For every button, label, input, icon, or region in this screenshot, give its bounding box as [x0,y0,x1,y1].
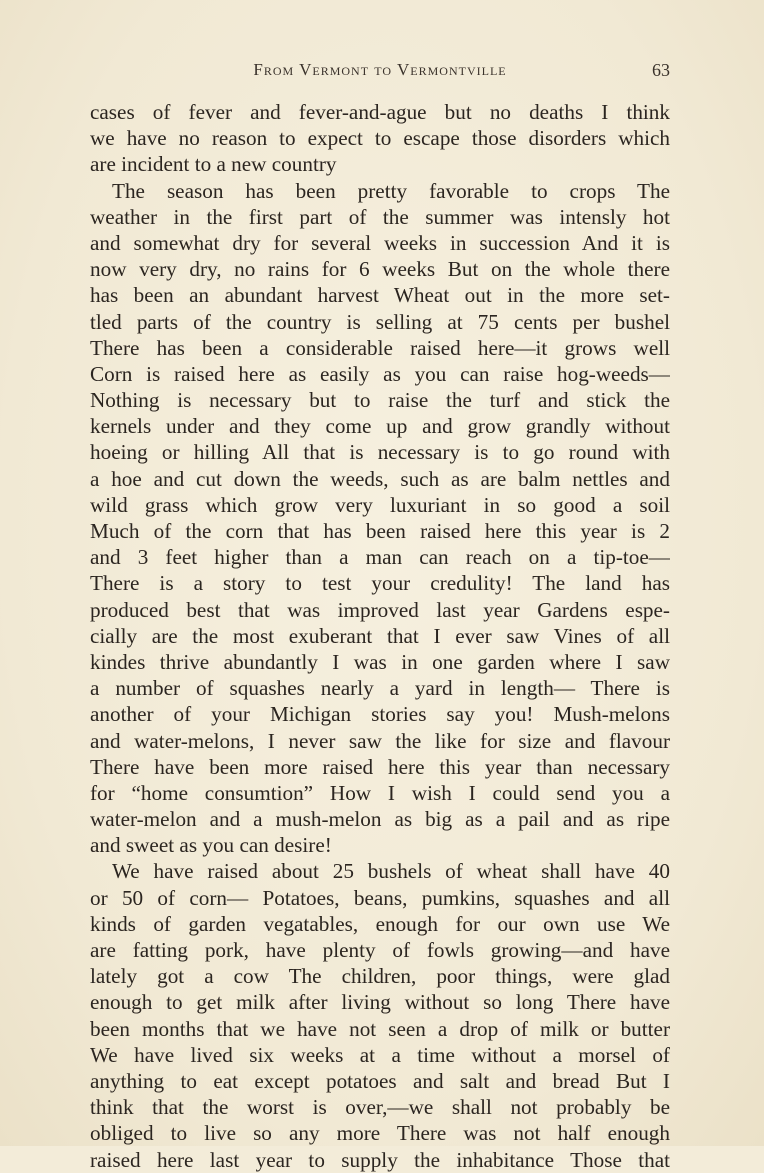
text-line: kernels under and they come up and grow grandly without [90,414,670,439]
text-line: and sweet as you can desire! [90,833,332,858]
text-line: anything to eat except potatoes and salt and bread But I [90,1068,670,1093]
text-line: cially are the most exuberant that I ever saw Vines of all [90,623,670,648]
text-line: Much of the corn that has been raised here this year is 2 [90,519,670,543]
text-line: are incident to a new country [90,152,337,177]
text-line: raised here last year to supply the inhabitance Those that [90,1147,670,1172]
text-line: are fatting pork, have plenty of fowls growing—and have [90,938,670,962]
text-line: or 50 of corn— Potatoes, beans, pumkins, squashes and all [90,885,670,910]
text-line: now very dry, no rains for 6 weeks But on the whole there [90,257,670,282]
text-line: produced best that was improved last year Gardens espe- [90,597,670,622]
text-line: water-melon and a mush-melon as big as a pail and as ripe [90,807,670,832]
text-line: hoeing or hilling All that is necessary is to go round with [90,440,670,465]
page-number: 63 [652,60,670,80]
text-line: tled parts of the country is selling at 75 cents per bushel [90,309,670,334]
page-header [90,60,670,84]
text-line: for “home consumtion” How I wish I could send you a [90,780,670,805]
paragraph [90,178,670,859]
text-line: we have no reason to expect to escape those disorders which [90,126,670,151]
text-line: a hoe and cut down the weeds, such as are balm nettles and [90,466,670,491]
text-line: Corn is raised here as easily as you can raise hog-weeds— [90,361,670,386]
text-line: think that the worst is over,—we shall not probably be [90,1095,670,1120]
text-line: kinds of garden vegatables, enough for our own use We [90,911,670,936]
paragraph [90,858,670,1172]
text-line: and water-melons, I never saw the like for size and flavour [90,728,670,753]
text-line: has been an abundant harvest Wheat out in the more set- [90,283,670,308]
text-line: and 3 feet higher than a man can reach on a tip-toe— [90,545,670,570]
text-line: cases of fever and fever-and-ague but no deaths I think [90,100,670,124]
text-line: been months that we have not seen a drop of milk or butter [90,1016,670,1041]
text-line: There has been a considerable raised here—it grows well [90,335,670,360]
text-line: kindes thrive abundantly I was in one garden where I saw [90,649,670,674]
text-line: a number of squashes nearly a yard in length— There is [90,676,670,701]
text-line: wild grass which grow very luxuriant in so good a soil [90,492,670,517]
text-line: Nothing is necessary but to raise the turf and stick the [90,388,670,413]
text-line: obliged to live so any more There was not half enough [90,1121,670,1146]
running-head: From Vermont to Vermontville [253,60,507,79]
text-line: enough to get milk after living without so long There have [90,990,670,1015]
text-line: There have been more raised here this year than necessary [90,754,670,779]
body-text [90,99,670,1173]
text-line: another of your Michigan stories say you! Mush-melons [90,702,670,727]
paragraph [90,99,670,178]
text-line: We have raised about 25 bushels of wheat shall have 40 [112,859,670,884]
text-line: weather in the first part of the summer was intensly hot [90,204,670,229]
text-line: There is a story to test your credulity! The land has [90,571,670,596]
text-line: The season has been pretty favorable to crops The [112,178,670,203]
text-line: lately got a cow The children, poor things, were glad [90,964,670,989]
text-line: We have lived six weeks at a time without a morsel of [90,1042,670,1067]
text-line: and somewhat dry for several weeks in succession And it is [90,230,670,255]
